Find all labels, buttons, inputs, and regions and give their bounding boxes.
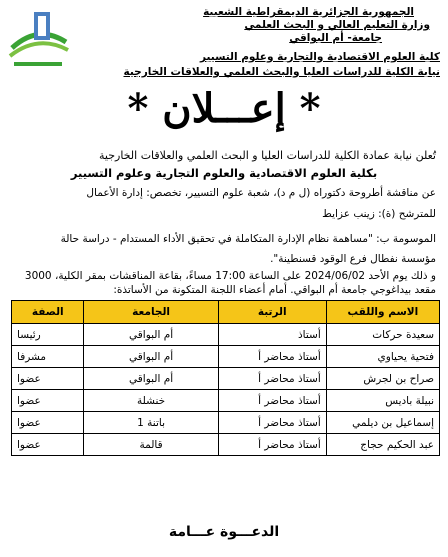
member-role: عضوا <box>12 390 84 412</box>
member-university: باتنة 1 <box>84 412 218 434</box>
column-header-role: الصفة <box>12 301 84 324</box>
table-row <box>12 324 440 346</box>
member-role: مشرفا <box>12 346 84 368</box>
deanship-line: نيابة الكلية للدراسات العليا والبحث العلمي والعلاقات الخارجية <box>123 66 440 78</box>
member-name: إسماعيل بن ديلمي <box>326 412 439 434</box>
member-name: نبيلة باديس <box>326 390 439 412</box>
republic-line: الجمهورية الجزائرية الديمقراطية الشعبية <box>203 6 414 18</box>
member-name: فتحية يحياوي <box>326 346 439 368</box>
date-line: و ذلك يوم الأحد 2024/06/02 على الساعة 17:00 مساءً، بقاعة المناقشات بمقر الكلية، 3000 <box>24 270 436 282</box>
member-role: عضوا <box>12 412 84 434</box>
member-name: سعيدة حركات <box>326 324 439 346</box>
member-rank: أستاذ محاضر أ <box>218 412 326 434</box>
public-invitation: الدعـــوة عـــامة <box>168 524 280 540</box>
table-row <box>12 390 440 412</box>
table-row <box>12 412 440 434</box>
member-rank: أستاذ محاضر أ <box>218 434 326 456</box>
member-university: خنشلة <box>84 390 218 412</box>
member-rank: أستاذ <box>218 324 326 346</box>
member-name: عبد الحكيم حجاج <box>326 434 439 456</box>
table-row <box>12 346 440 368</box>
member-role: عضوا <box>12 368 84 390</box>
table-row <box>12 368 440 390</box>
member-name: صراح بن لجرش <box>326 368 439 390</box>
thesis-title-line-2: مؤسسة نفطال فرع الوقود قسنطينة". <box>270 253 436 265</box>
member-rank: أستاذ محاضر أ <box>218 346 326 368</box>
member-university: أم البواقي <box>84 368 218 390</box>
thesis-title-line-1: الموسومة ب: "مساهمة نظام الإدارة المتكاملة في تحقيق الأداء المستدام - دراسة حالة <box>60 233 436 245</box>
member-university: أم البواقي <box>84 346 218 368</box>
committee-intro-line: مقعد بيداغوجي جامعة أم البواقي. أمام أعضاء اللجنة المتكونة من الأساتذة: <box>113 284 436 296</box>
column-header-university: الجامعة <box>84 301 218 324</box>
thesis-line: عن مناقشة أطروحة دكتوراه (ل م د)، شعبة علوم التسيير، تخصص: إدارة الأعمال <box>86 187 436 199</box>
member-rank: أستاذ محاضر أ <box>218 390 326 412</box>
announcement-title: * إعـــلان * <box>127 85 321 132</box>
university-line: جامعة- أم البواقي <box>289 32 382 44</box>
member-role: رئيسا <box>12 324 84 346</box>
table-row <box>12 434 440 456</box>
intro-line: تُعلن نيابة عمادة الكلية للدراسات العليا و البحث العلمي والعلاقات الخارجية <box>99 149 436 162</box>
table-header-row <box>12 301 440 324</box>
faculty-line: كلية العلوم الاقتصادية والتجارية وعلوم التسيير <box>199 51 440 63</box>
member-university: قالمة <box>84 434 218 456</box>
candidate-line: للمترشح (ة): زينب عزايط <box>322 208 436 220</box>
ministry-line: وزارة التعليم العالي و البحث العلمي <box>244 19 430 31</box>
faculty-name-line: بكلية العلوم الاقتصادية والعلوم التجارية وعلوم التسيير <box>70 166 378 180</box>
member-rank: أستاذ محاضر أ <box>218 368 326 390</box>
member-role: عضوا <box>12 434 84 456</box>
column-header-rank: الرتبة <box>218 301 326 324</box>
official-header <box>110 6 440 45</box>
university-logo <box>4 4 72 72</box>
committee-table <box>11 300 440 456</box>
column-header-name: الاسم واللقب <box>326 301 439 324</box>
member-university: أم البواقي <box>84 324 218 346</box>
faculty-header <box>110 51 440 79</box>
